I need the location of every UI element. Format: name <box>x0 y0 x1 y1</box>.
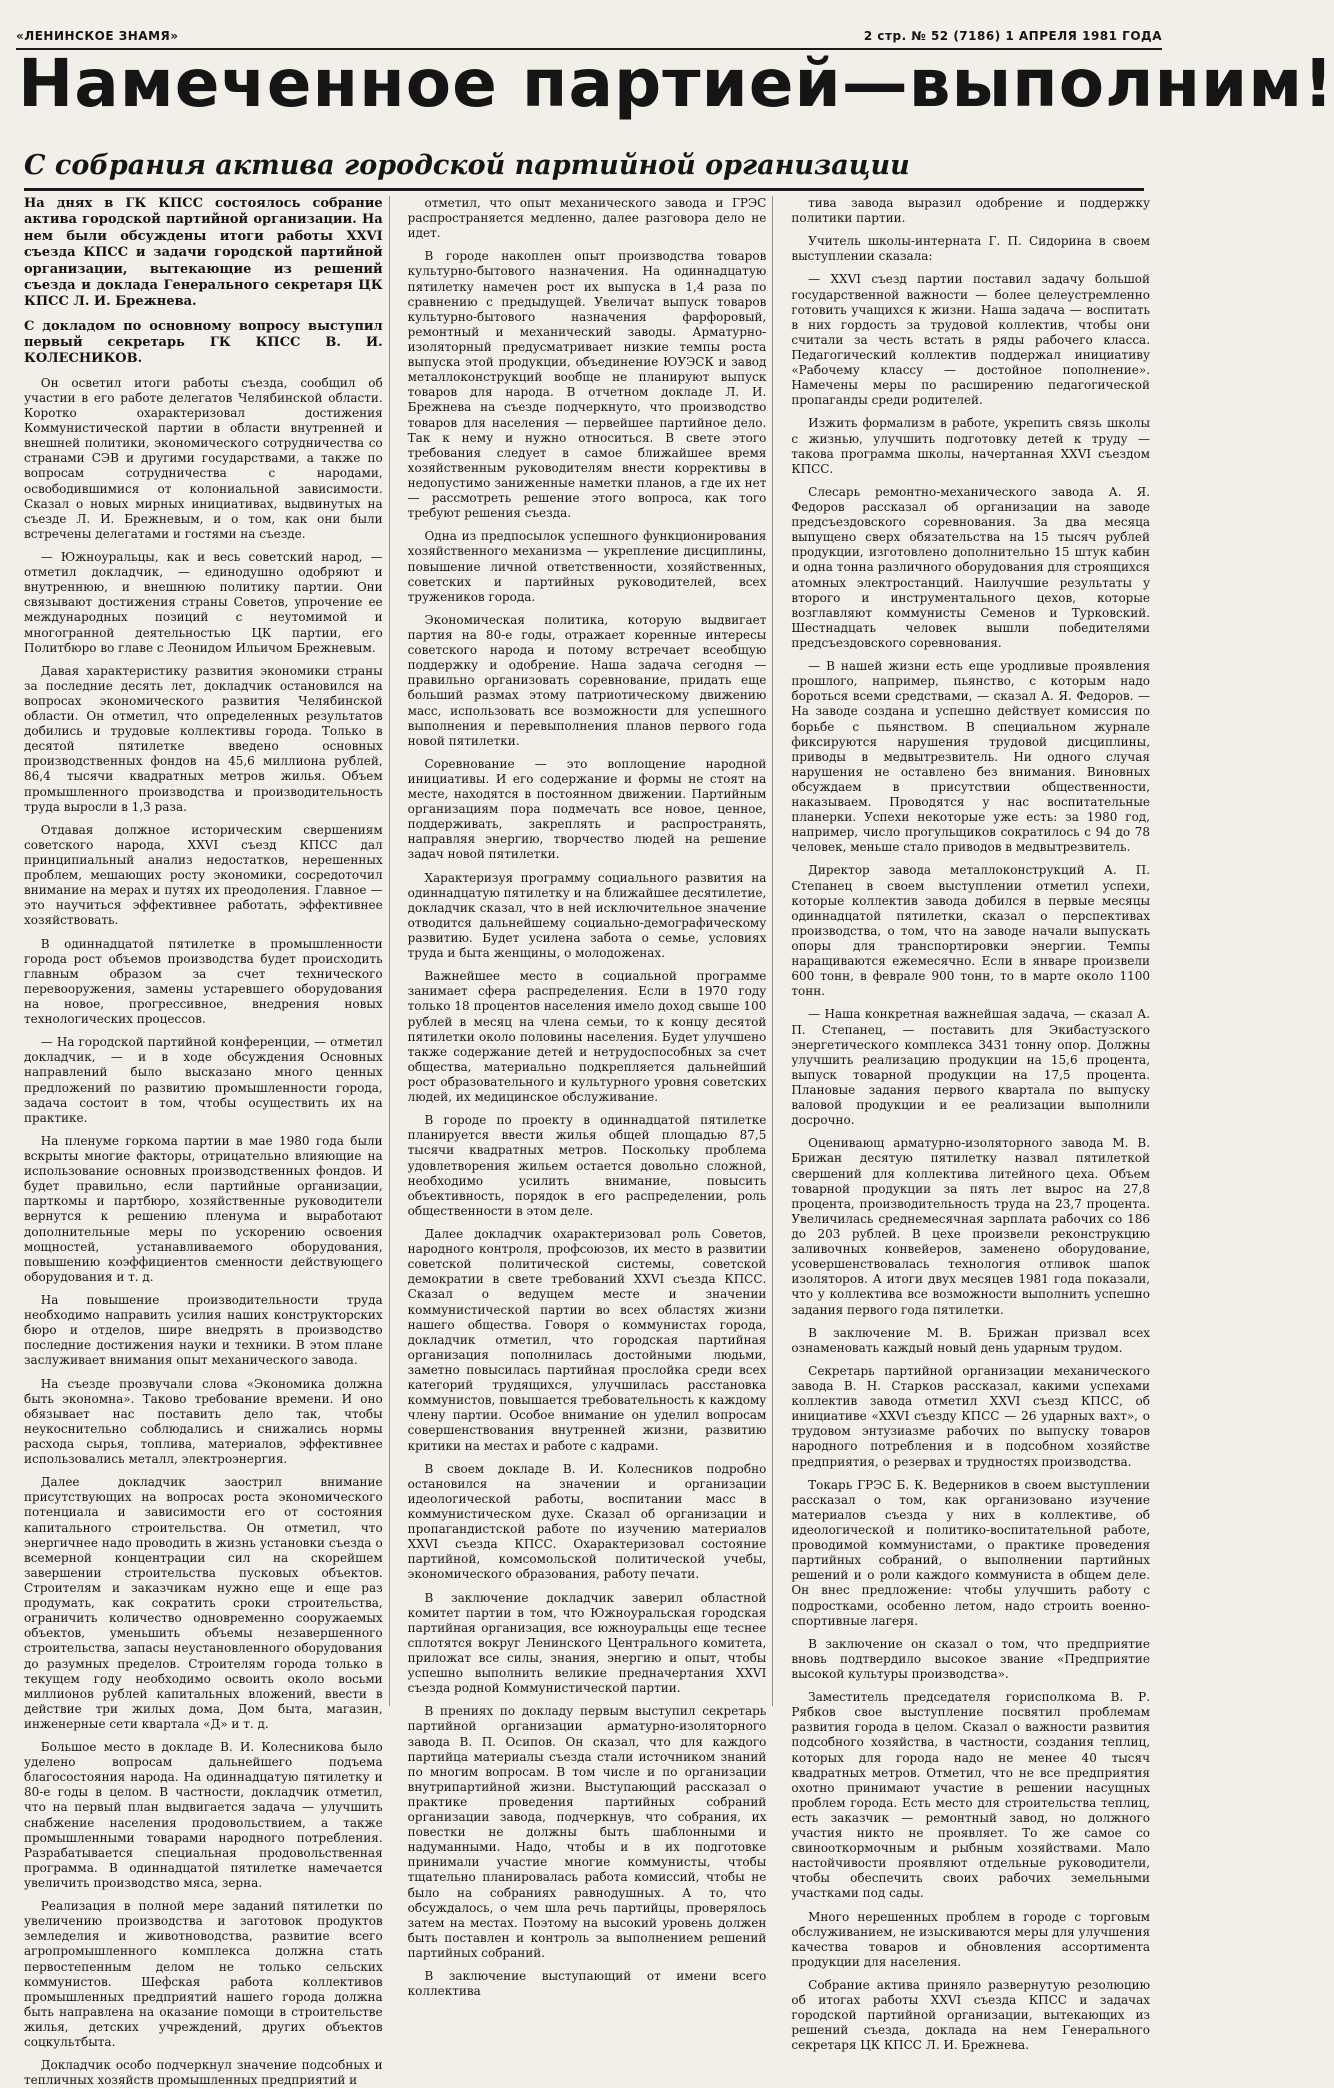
paragraph: Отдавая должное историческим свершениям советского народа, XXVI съезд КПСС дал принципиальный анализ недостатков, нерешенных проблем, мешающих росту экономики, сосредоточил внимание на мерах и путях их преодоления. Главное — это научиться эффективнее работать, эффективнее хозяйствовать. <box>24 822 383 928</box>
paragraph: — Наша конкретная важнейшая задача, — сказал А. П. Степанец, — поставить для Экибастузского энергетического комплекса 3431 тонну опор. Должны улучшить реализацию продукции на 15,6 процента, выпуск товарной продукции на 17,5 процента. Плановые задания первого квартала по выпуску валовой продукции и ее реализации выполнили досрочно. <box>791 1007 1151 1128</box>
paragraph: — В нашей жизни есть еще уродливые проявления прошлого, например, пьянство, с которым надо бороться всеми средствами, — сказал А. Я. Федоров. — На заводе создана и успешно действует комиссия по борьбе с пьянством. В специальном журнале фиксируются нарушения трудовой дисциплины, приводы в медвытрезвитель. Ни одного случая нарушения не оставлено без внимания. Виновных обсуждаем в присутствии общественности, наказываем. Проводятся у нас воспитательные планерки. Успехи некоторые уже есть: за 1980 год, например, число прогульщиков сократилось с 94 до 78 человек, меньше стало приводов в медвытрезвитель. <box>791 659 1151 855</box>
headline: Намеченное партией—выполним! <box>18 45 1334 122</box>
paragraph: Собрание актива приняло развернутую резолюцию об итогах работы XXVI съезда КПСС и задачах городской партийной организации, вытекающих из решений съезда, доклада на нем Генерального секретаря ЦК КПСС Л. И. Брежнева. <box>791 1978 1151 2053</box>
article-lead-2: С докладом по основному вопросу выступил первый секретарь ГК КПСС В. И. КОЛЕСНИКОВ. <box>24 318 383 367</box>
paragraph: Экономическая политика, которую выдвигает партия на 80-е годы, отражает коренные интересы советского народа и потому встречает всеобщую поддержку и одобрение. Наша задача сегодня — правильно организовать соревнование, придать еще больший размах этому патриотическому движению масс, использовать все возможности для успешного выполнения и перевыполнения планов первого года новой пятилетки. <box>407 612 767 748</box>
paper-name: «ЛЕНИНСКОЕ ЗНАМЯ» <box>16 29 179 43</box>
paragraph: Реализация в полной мере заданий пятилетки по увеличению производства и заготовок продуктов земледелия и животноводства, развитие всего агропромышленного комплекса должна стать первостепенным делом не только сельских коммунистов. Шефская работа коллективов промышленных предприятий нашего города должна быть направлена на оказание помощи в строительстве жилья, детских учреждений, других объектов соцкультбыта. <box>24 1899 383 2050</box>
paragraph: Далее докладчик заострил внимание присутствующих на вопросах роста экономического потенциала и зависимости его от состояния капитального строительства. Он отметил, что энергичнее надо проводить в жизнь установки съезда о всемерной концентрации сил на скорейшем завершении строительства пусковых объектов. Строителям и заказчикам нужно еще и еще раз продумать, как сократить сроки строительства, ограничить количество одновременно сооружаемых объектов, уменьшить объемы незавершенного строительства, запасы неустановленного оборудования до разумных пределов. Строителям города только в текущем году необходимо освоить около восьми миллионов рублей капитальных вложений, ввести в действие три жилых дома, Дом быта, магазин, инженерные сети квартала «Д» и т. д. <box>24 1475 383 1731</box>
paragraph: Далее докладчик охарактеризовал роль Советов, народного контроля, профсоюзов, их место в развитии советской политической системы, советской демократии в свете требований XXVI съезда КПСС. Сказал о ведущем месте и значении коммунистической партии во всех областях жизни нашего общества. Говоря о коммунистах города, докладчик отметил, что городская партийная организация пополнилась достойными людьми, заметно повысилась партийная прослойка среди всех категорий трудящихся, улучшилась расстановка коммунистов, повышается требовательность к каждому члену партии. Особое внимание он уделил вопросам совершенствования внутренней жизни, развитию критики на местах и работе с кадрами. <box>407 1227 767 1453</box>
paragraph: На съезде прозвучали слова «Экономика должна быть экономна». Таково требование времени. И оно обязывает нас поставить дело так, чтобы неукоснительно соблюдались и снижались нормы расхода сырья, топлива, материалов, эффективнее использовались металл, электроэнергия. <box>24 1376 383 1467</box>
column-3 <box>785 196 1156 2053</box>
issue-info: 2 стр. № 52 (7186) 1 АПРЕЛЯ 1981 ГОДА <box>863 29 1162 43</box>
paragraph: Оценивающ арматурно-изоляторного завода М. В. Брижан десятую пятилетку назвал пятилеткой свершений для коллектива литейного цеха. Объем товарной продукции за пять лет вырос на 27,8 процента, производительность труда на 23,7 процента. Увеличилась среднемесячная зарплата рабочих со 186 до 203 рублей. В цехе произвели реконструкцию заливочных конвейеров, заменено оборудование, усовершенствовалась технология отливок шапок изоляторов. А итоги двух месяцев 1981 года показали, что у коллектива все возможности выполнить успешно задания первого года пятилетки. <box>791 1136 1151 1317</box>
paragraph: На пленуме горкома партии в мае 1980 года были вскрыты многие факторы, отрицательно влияющие на использование основных производственных фондов. И будет правильно, если партийные организации, парткомы и партбюро, хозяйственные руководители вернутся к решению пленума и выработают дополнительные меры по ускорению освоения мощностей, устанавливаемого оборудования, повышению коэффициентов сменности действующего оборудования и т. д. <box>24 1133 383 1284</box>
paragraph: На повышение производительности труда необходимо направить усилия наших конструкторских бюро и отделов, шире внедрять в производство последние достижения науки и техники. В этом плане заслуживает внимания опыт механического завода. <box>24 1292 383 1368</box>
article-lead: На днях в ГК КПСС состоялось собрание актива городской партийной организации. На нем были обсуждены итоги работы XXVI съезда КПСС и задачи городской партийной организации, вытекающие из решений съезда и доклада Генерального секретаря ЦК КПСС Л. И. Брежнева. <box>24 196 383 310</box>
paragraph: Много нерешенных проблем в городе с торговым обслуживанием, не изыскиваются меры для улучшения качества товаров и обновления ассортимента продукции для населения. <box>791 1909 1151 1969</box>
paragraph: Токарь ГРЭС Б. К. Ведерников в своем выступлении рассказал о том, как организовано изучение материалов съезда у них в коллективе, об идеологической и политико-воспитательной работе, проводимой коммунистами, о практике проведения партийных собраний, о выполнении партийных решений и о роли каждого коммуниста в общем деле. Он внес предложение: чтобы улучшить работу с подростками, особенно летом, надо строить военно-спортивные лагеря. <box>791 1477 1151 1628</box>
paragraph: — На городской партийной конференции, — отметил докладчик, — и в ходе обсуждения Основных направлений было высказано много ценных предложений по развитию промышленности города, задача состоит в том, чтобы осуществить их на практике. <box>24 1035 383 1125</box>
paragraph: отметил, что опыт механического завода и ГРЭС распространяется медленно, далее разговора дело не идет. <box>407 196 767 241</box>
paragraph: В заключение докладчик заверил областной комитет партии в том, что Южноуральская городская партийная организация, все южноуральцы еще теснее сплотятся вокруг Ленинского Центрального комитета, приложат все силы, знания, энергию и опыт, чтобы успешно выполнить великие предначертания XXVI съезда родной Коммунистической партии. <box>407 1590 767 1696</box>
article-columns <box>18 196 1156 2088</box>
paragraph: Одна из предпосылок успешного функционирования хозяйственного механизма — укрепление дисциплины, повышение личной ответственности, хозяйственных, советских и партийных руководителей, всех тружеников города. <box>407 529 767 604</box>
paragraph: Директор завода металлоконструкций А. П. Степанец в своем выступлении отметил успехи, которые коллектив завода добился в первые месяцы одиннадцатой пятилетки, сказал о перспективах производства, о том, что на заводе начали выпускать опоры для транспортировки энергии. Темпы наращиваются ежемесячно. Если в январе произвели 600 тонн, в феврале 900 тонн, то в марте около 1100 тонн. <box>791 863 1151 999</box>
paragraph: Заместитель председателя горисполкома В. Р. Рябков свое выступление посвятил проблемам развития города в целом. Сказал о важности развития подсобного хозяйства, в частности, создания теплиц, которых для города надо не менее 40 тысяч квадратных метров. Отметил, что не все предприятия охотно принимают участие в решении насущных проблем города. Есть место для строительства теплиц, есть заказчик — ремонтный завод, но должного участия никто не проявляет. То же самое со свинооткормочным и рыбным хозяйствами. Мало настойчивости проявляют отдельные руководители, чтобы обеспечить своих рабочих земельными участками под сады. <box>791 1690 1151 1901</box>
paragraph: Слесарь ремонтно-механического завода А. Я. Федоров рассказал об организации на заводе предсъездовского соревнования. За два месяца выпущено сверх обязательства на 15 тысяч рублей продукции, изготовлено дополнительно 15 штук кабин и одна тонна различного оборудования для строящихся атомных электростанций. Наилучшие результаты у второго и инструментального цехов, которые возглавляют коммунисты Семенов и Турковский. Шестнадцать человек вышли победителями предсъездовского соревнования. <box>791 484 1151 650</box>
paragraph: Давая характеристику развития экономики страны за последние десять лет, докладчик остановился на вопросах экономического развития Челябинской области. Он отметил, что определенных результатов добились и трудовые коллективы города. Только в десятой пятилетке введено основных производственных фондов на 45,6 миллиона рублей, 86,4 тысячи квадратных метров жилья. Объем промышленного производства и производительность труда выросли в 1,3 раза. <box>24 663 383 814</box>
subhead: С собрания актива городской партийной организации <box>24 150 1144 191</box>
paragraph: В заключение М. В. Брижан призвал всех ознаменовать каждый новый день ударным трудом. <box>791 1325 1151 1355</box>
paragraph: Секретарь партийной организации механического завода В. Н. Старков рассказал, какими успехами коллектив завода отметил XXVI съезд КПСС, об инициативе «XXVI съезду КПСС — 26 ударных вахт», о трудовом энтузиазме рабочих по выпуску товаров народного потребления и в подсобном хозяйстве предприятия, о резервах и трудностях производства. <box>791 1363 1151 1469</box>
paragraph: Характеризуя программу социального развития на одиннадцатую пятилетку и на ближайшее десятилетие, докладчик сказал, что в ней исключительное значение отводится дальнейшему социально-демографическому развитию. Будет усилена забота о семье, условиях труда и быта женщины, о молодоженах. <box>407 870 767 961</box>
paragraph: В своем докладе В. И. Колесников подробно остановился на значении и организации идеологической работы, воспитании масс в коммунистическом духе. Сказал об организации и пропагандистской работе по изучению материалов XXVI съезда КПСС. Охарактеризовал состояние партийной, комсомольской политической учебы, экономического образования, работу печати. <box>407 1461 767 1582</box>
paragraph: В одиннадцатой пятилетке в промышленности города рост объемов производства будет происходить главным образом за счет технического перевооружения, замены устаревшего оборудования на новое, прогрессивное, внедрения новых технологических процессов. <box>24 936 383 1027</box>
paragraph: Соревнование — это воплощение народной инициативы. И его содержание и формы не стоят на месте, находятся в постоянном движении. Партийным организациям пора подмечать все новое, ценное, поддерживать, закреплять и распространять, направляя энергию, творчество людей на решение задач новой пятилетки. <box>407 756 767 862</box>
paragraph: В заключение выступающий от имени всего коллектива <box>407 1969 767 1999</box>
paragraph: Изжить формализм в работе, укрепить связь школы с жизнью, улучшить подготовку детей к труду — такова программа школы, начертанная XXVI съездом КПСС. <box>791 416 1151 476</box>
column-1 <box>18 196 390 2088</box>
paragraph: — XXVI съезд партии поставил задачу большой государственной важности — более целеустремленно готовить учащихся к жизни. Наша задача — воспитать в них гордость за трудовой коллектив, чтобы они считали за честь встать в ряды рабочего класса. Педагогический коллектив поддержал инициативу «Рабочему классу — достойное пополнение». Намечены меры по расширению педагогической пропаганды среди родителей. <box>791 272 1151 408</box>
paragraph: Важнейшее место в социальной программе занимает сфера распределения. Если в 1970 году только 18 процентов населения имело доход свыше 100 рублей в месяц на члена семьи, то к концу десятой пятилетки около половины населения. Будет улучшено также содержание детей и нетрудоспособных за счет общества, материально подкрепляется дальнейший рост образовательного и культурного уровня советских людей, их медицинское обслуживание. <box>407 969 767 1105</box>
paragraph: Докладчик особо подчеркнул значение подсобных и тепличных хозяйств промышленных предприятий и <box>24 2058 383 2088</box>
paragraph: — Южноуральцы, как и весь советский народ, — отметил докладчик, — единодушно одобряют и внутреннюю, и внешнюю политику партии. Они связывают достижения страны Советов, упрочение ее международных позиций с неутомимой и многогранной деятельностью ЦК партии, его Политбюро во главе с Леонидом Ильичом Брежневым. <box>24 549 383 655</box>
paragraph: Большое место в докладе В. И. Колесникова было уделено вопросам дальнейшего подъема благосостояния народа. На одиннадцатую пятилетку и 80-е годы в целом. В частности, докладчик отметил, что на первый план выдвигается задача — улучшить снабжение населения продовольствием, а также промышленными товарами народного потребления. Разрабатывается специальная продовольственная программа. В одиннадцатой пятилетке намечается увеличить производство мяса, зерна. <box>24 1740 383 1891</box>
paragraph: Он осветил итоги работы съезда, сообщил об участии в его работе делегатов Челябинской области. Коротко охарактеризовал достижения Коммунистической партии в области внутренней и внешней политики, экономического сотрудничества со странами СЭВ и другими государствами, а также по вопросам сотрудничества с народами, освободившимися от колониальной зависимости. Сказал о новых мирных инициативах, выдвинутых на съезде Л. И. Брежневым, и о том, как они были встречены делегатами и гостями на съезде. <box>24 375 383 541</box>
paragraph: тива завода выразил одобрение и поддержку политики партии. <box>791 196 1151 226</box>
column-2 <box>402 196 774 1999</box>
paragraph: В городе по проекту в одиннадцатой пятилетке планируется ввести жилья общей площадью 87,5 тысячи квадратных метров. Поскольку проблема удовлетворения жильем остается довольно сложной, необходимо усилить внимание, повысить объективность, порядок в его распределении, роль общественности в этом деле. <box>407 1113 767 1218</box>
paragraph: В заключение он сказал о том, что предприятие вновь подтвердило высокое звание «Предприятие высокой культуры производства». <box>791 1636 1151 1681</box>
paragraph: В городе накоплен опыт производства товаров культурно-бытового назначения. На одиннадцатую пятилетку намечен рост их выпуска в 1,4 раза по сравнению с предыдущей. Увеличат выпуск товаров культурно-бытового назначения фарфоровый, ремонтный и механический заводы. Арматурно-изоляторный предусматривает низкие темпы роста выпуска этой продукции, объединение ЮУЭСК и завод металлоконструкций вообще не планируют выпуск товаров для народа. В отчетном докладе Л. И. Брежнева на съезде подчеркнуто, что производство товаров для населения — первейшее партийное дело. Так к нему и нужно относиться. В свете этого требования следует в самое ближайшее время хозяйственным руководителям внести коррективы в недопустимо заниженные наметки планов, а где их нет — рассмотреть решение этого вопроса, как того требуют решения съезда. <box>407 249 767 521</box>
paragraph: В прениях по докладу первым выступил секретарь партийной организации арматурно-изоляторного завода В. П. Осипов. Он сказал, что для каждого партийца материалы съезда стали источником знаний по многим вопросам. В том числе и по организации внутрипартийной жизни. Выступающий рассказал о практике проведения партийных собраний организации завода, подчеркнув, что собрания, их повестки не должны быть шаблонными и надуманными. Надо, чтобы и в их подготовке принимали участие многие коммунисты, чтобы тщательно планировалась работа комиссий, чтобы не было на собраниях равнодушных. А то, что обсуждалось, о чем шла речь партийцы, проверялось затем на местах. Поэтому на высокий уровень должен быть поставлен и контроль за выполнением решений партийных собраний. <box>407 1704 767 1961</box>
paragraph: Учитель школы-интерната Г. П. Сидорина в своем выступлении сказала: <box>791 234 1151 264</box>
